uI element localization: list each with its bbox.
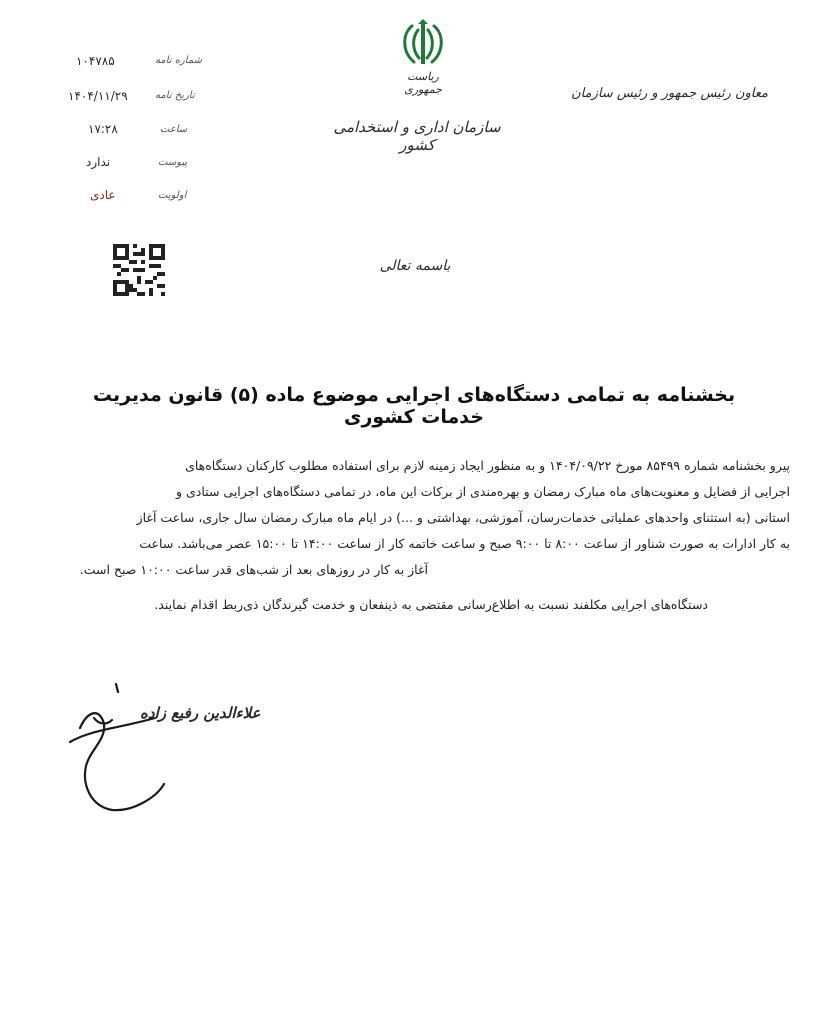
emblem-caption: ریاست جمهوری xyxy=(404,70,442,96)
body-line: پیرو بخشنامه شماره ۸۵۴۹۹ مورخ ۱۴۰۴/۰۹/۲۲ و به منظور ایجاد زمینه لازم برای استفاده مطلوب کارکنان دستگاه‌های xyxy=(185,458,790,473)
letter-title: بخشنامه به تمامی دستگاه‌های اجرایی موضوع ماده (۵) قانون مدیریت خدمات کشوری xyxy=(92,384,736,428)
emblem-icon xyxy=(398,18,448,70)
number-label: شماره نامه xyxy=(155,55,203,66)
priority-value: عادی xyxy=(90,188,116,202)
attachment-value: ندارد xyxy=(86,155,111,169)
deputy-title: معاون رئیس جمهور و رئیس سازمان xyxy=(571,86,768,101)
letter-time: ۱۷:۲۸ xyxy=(88,122,118,136)
body-line: استانی (به استثنای واحدهای عملیاتی خدمات‌رسان، آموزشی، بهداشتی و ...) در ایام ماه مبارک رمضان سال جاری، ساعت آغاز xyxy=(136,510,790,525)
body-line: دستگاه‌های اجرایی مکلفند نسبت به اطلاع‌رسانی مقتضی به ذینفعان و خدمت گیرندگان ذی‌ربط اقدام نمایند. xyxy=(154,597,708,612)
body-line: آغاز به کار در روزهای بعد از شب‌های قدر ساعت ۱۰:۰۰ صبح است. xyxy=(79,562,428,577)
priority-label: اولویت xyxy=(158,190,187,201)
invocation: باسمه تعالی xyxy=(379,258,451,274)
org-name: سازمان اداری و استخدامی کشور xyxy=(333,118,501,154)
attachment-label: پیوست xyxy=(158,157,188,168)
signature-scribble xyxy=(60,680,170,820)
qr-code xyxy=(113,244,165,296)
body-line: اجرایی از فضایل و معنویت‌های ماه مبارک رمضان و بهره‌مندی از برکات این ماه، در تمامی دستگاه‌های اجرایی ستادی و xyxy=(176,484,790,499)
body-line: به کار ادارات به صورت شناور از ساعت ۸:۰۰ تا ۹:۰۰ صبح و ساعت خاتمه کار از ساعت ۱۴:۰۰ تا ۱۵:۰۰ عصر می‌باشد. ساعت xyxy=(139,536,790,551)
letter-date: ۱۴۰۴/۱۱/۲۹ xyxy=(68,89,128,103)
date-label: تاریخ نامه xyxy=(155,90,195,101)
signatory-name: علاءالدین رفیع زاده xyxy=(140,704,261,722)
time-label: ساعت xyxy=(160,124,188,135)
letter-number: ۱۰۴۷۸۵ xyxy=(76,54,115,68)
